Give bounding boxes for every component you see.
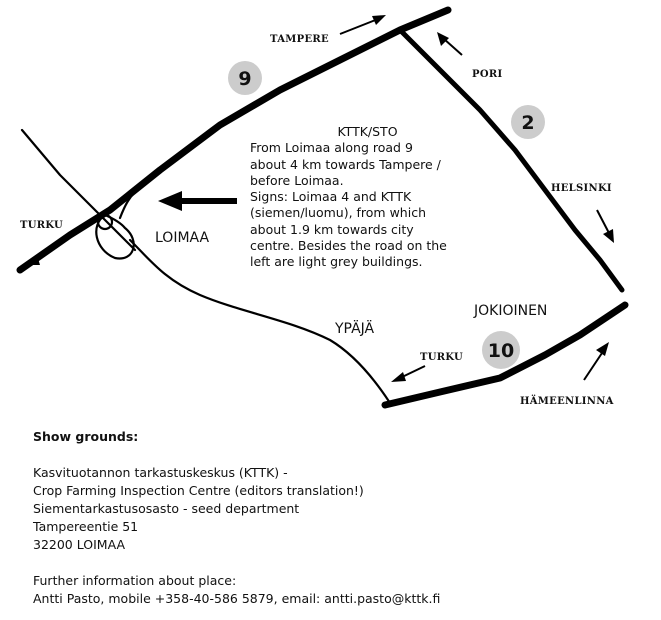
directions-line: Signs: Loimaa 4 and KTTK <box>250 189 412 205</box>
directions-line: about 1.9 km towards city <box>250 221 414 237</box>
road-9-badge <box>228 61 262 95</box>
svg-text:2: 2 <box>521 112 535 134</box>
label-turku-west: TURKU <box>20 220 64 231</box>
label-hameenlinna: HÄMEENLINNA <box>520 396 614 407</box>
address-line: 32200 LOIMAA <box>33 537 126 552</box>
arrow-turku-west <box>24 248 55 265</box>
directions-title: KTTK/STO <box>337 124 398 139</box>
arrow-show-grounds <box>158 191 237 211</box>
label-pori: PORI <box>472 69 503 80</box>
spacer <box>33 554 653 572</box>
further-info-heading: Further information about place: <box>33 573 237 588</box>
arrow-tampere <box>340 15 386 34</box>
svg-text:10: 10 <box>487 340 515 362</box>
directions-line: about 4 km towards Tampere / <box>250 156 441 172</box>
label-helsinki: HELSINKI <box>551 183 612 194</box>
loimaa-loop <box>96 215 133 258</box>
contact-line: Antti Pasto, mobile +358-40-586 5879, email: antti.pasto@kttk.fi <box>33 591 441 606</box>
directions-line: centre. Besides the road on the <box>250 238 447 254</box>
town-jokioinen: JOKIOINEN <box>474 303 548 319</box>
arrow-pori <box>437 32 462 55</box>
directions-box <box>250 124 485 271</box>
road-10-badge <box>482 331 520 369</box>
address-line: Tampereentie 51 <box>33 519 139 534</box>
svg-text:9: 9 <box>238 68 252 90</box>
directions-line: before Loimaa. <box>250 172 344 188</box>
address-line: Siementarkastusosasto - seed department <box>33 501 300 516</box>
directions-line: (siemen/luomu), from which <box>250 205 426 221</box>
town-loimaa: LOIMAA <box>155 230 210 246</box>
town-ypaja: YPÄJÄ <box>335 321 375 337</box>
show-grounds-info <box>33 428 653 608</box>
show-grounds-heading: Show grounds: <box>33 429 139 444</box>
address-line: Crop Farming Inspection Centre (editors translation!) <box>33 483 364 498</box>
directions-line: left are light grey buildings. <box>250 254 423 270</box>
arrow-hameenlinna <box>584 342 609 380</box>
spacer <box>33 446 653 464</box>
label-turku-south: TURKU <box>420 352 464 363</box>
arrow-turku-south <box>391 366 425 382</box>
label-tampere: TAMPERE <box>270 34 329 45</box>
address-line: Kasvituotannon tarkastuskeskus (KTTK) - <box>33 465 288 480</box>
arrow-helsinki <box>597 210 614 243</box>
road-2-badge <box>511 105 545 139</box>
directions-line: From Loimaa along road 9 <box>250 140 413 156</box>
